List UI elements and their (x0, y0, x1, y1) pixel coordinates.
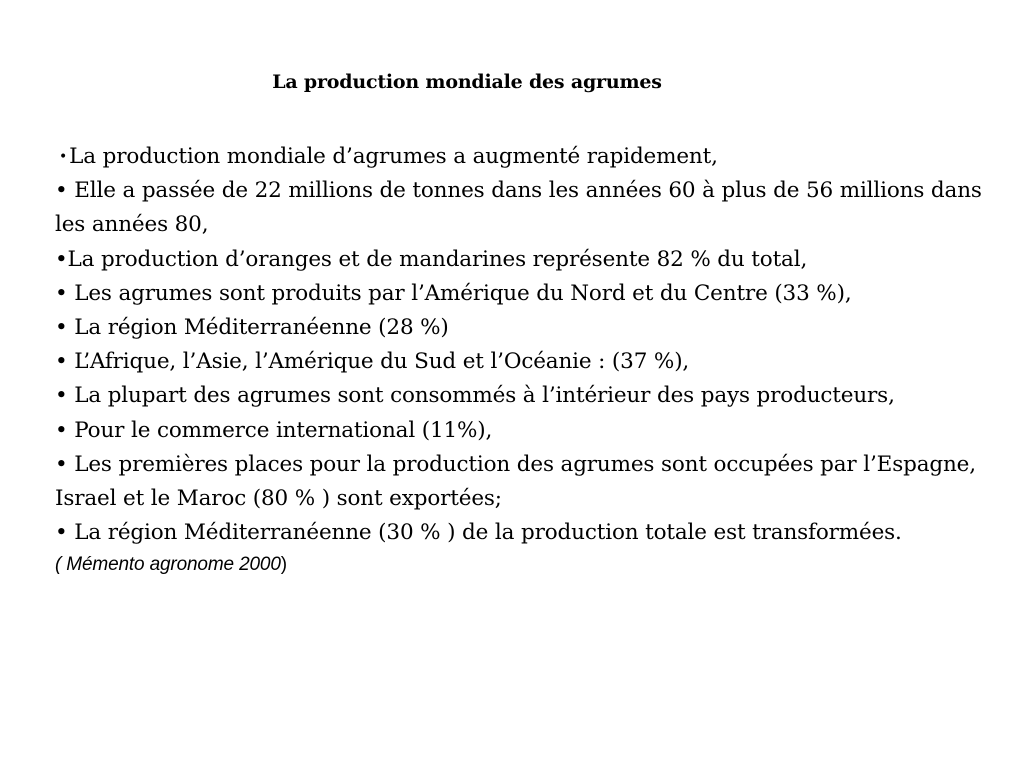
slide-content (55, 140, 1000, 580)
bullet-item-7: • La plupart des agrumes sont consommés à l’intérieur des pays producteurs, (55, 383, 895, 409)
bullet-item-8: • Pour le commerce international (11%), (55, 417, 493, 443)
bullet-item-5: • La région Méditerranéenne (28 %) (55, 315, 449, 341)
slide-title: La production mondiale des agrumes (272, 71, 662, 93)
source-text: ( Mémento agronome 2000 (55, 554, 281, 576)
bullet-icon: • (59, 149, 68, 165)
source-close-paren: ) (280, 554, 287, 576)
bullet-item-4: • Les agrumes sont produits par l’Amérique du Nord et du Centre (33 %), (55, 280, 852, 306)
bullet-item-10: • La région Méditerranéenne (30 % ) de la production totale est transformées. (55, 520, 902, 546)
bullet-item-9: • Les premières places pour la production des agrumes sont occupées par l’Espagne, Israel et le Maroc (80 % ) sont exportées; (55, 451, 976, 512)
bullet-item-3: •La production d’oranges et de mandarines représente 82 % du total, (55, 246, 808, 272)
bullet-text: La production mondiale d’agrumes a augmenté rapidement, (69, 144, 718, 169)
bullet-item-6: • L’Afrique, l’Asie, l’Amérique du Sud et l’Océanie : (37 %), (55, 349, 690, 375)
bullet-item-1 (55, 140, 1000, 174)
source-citation (55, 550, 1000, 580)
bullet-item-2: • Elle a passée de 22 millions de tonnes dans les années 60 à plus de 56 millions dans les années 80, (55, 178, 982, 238)
